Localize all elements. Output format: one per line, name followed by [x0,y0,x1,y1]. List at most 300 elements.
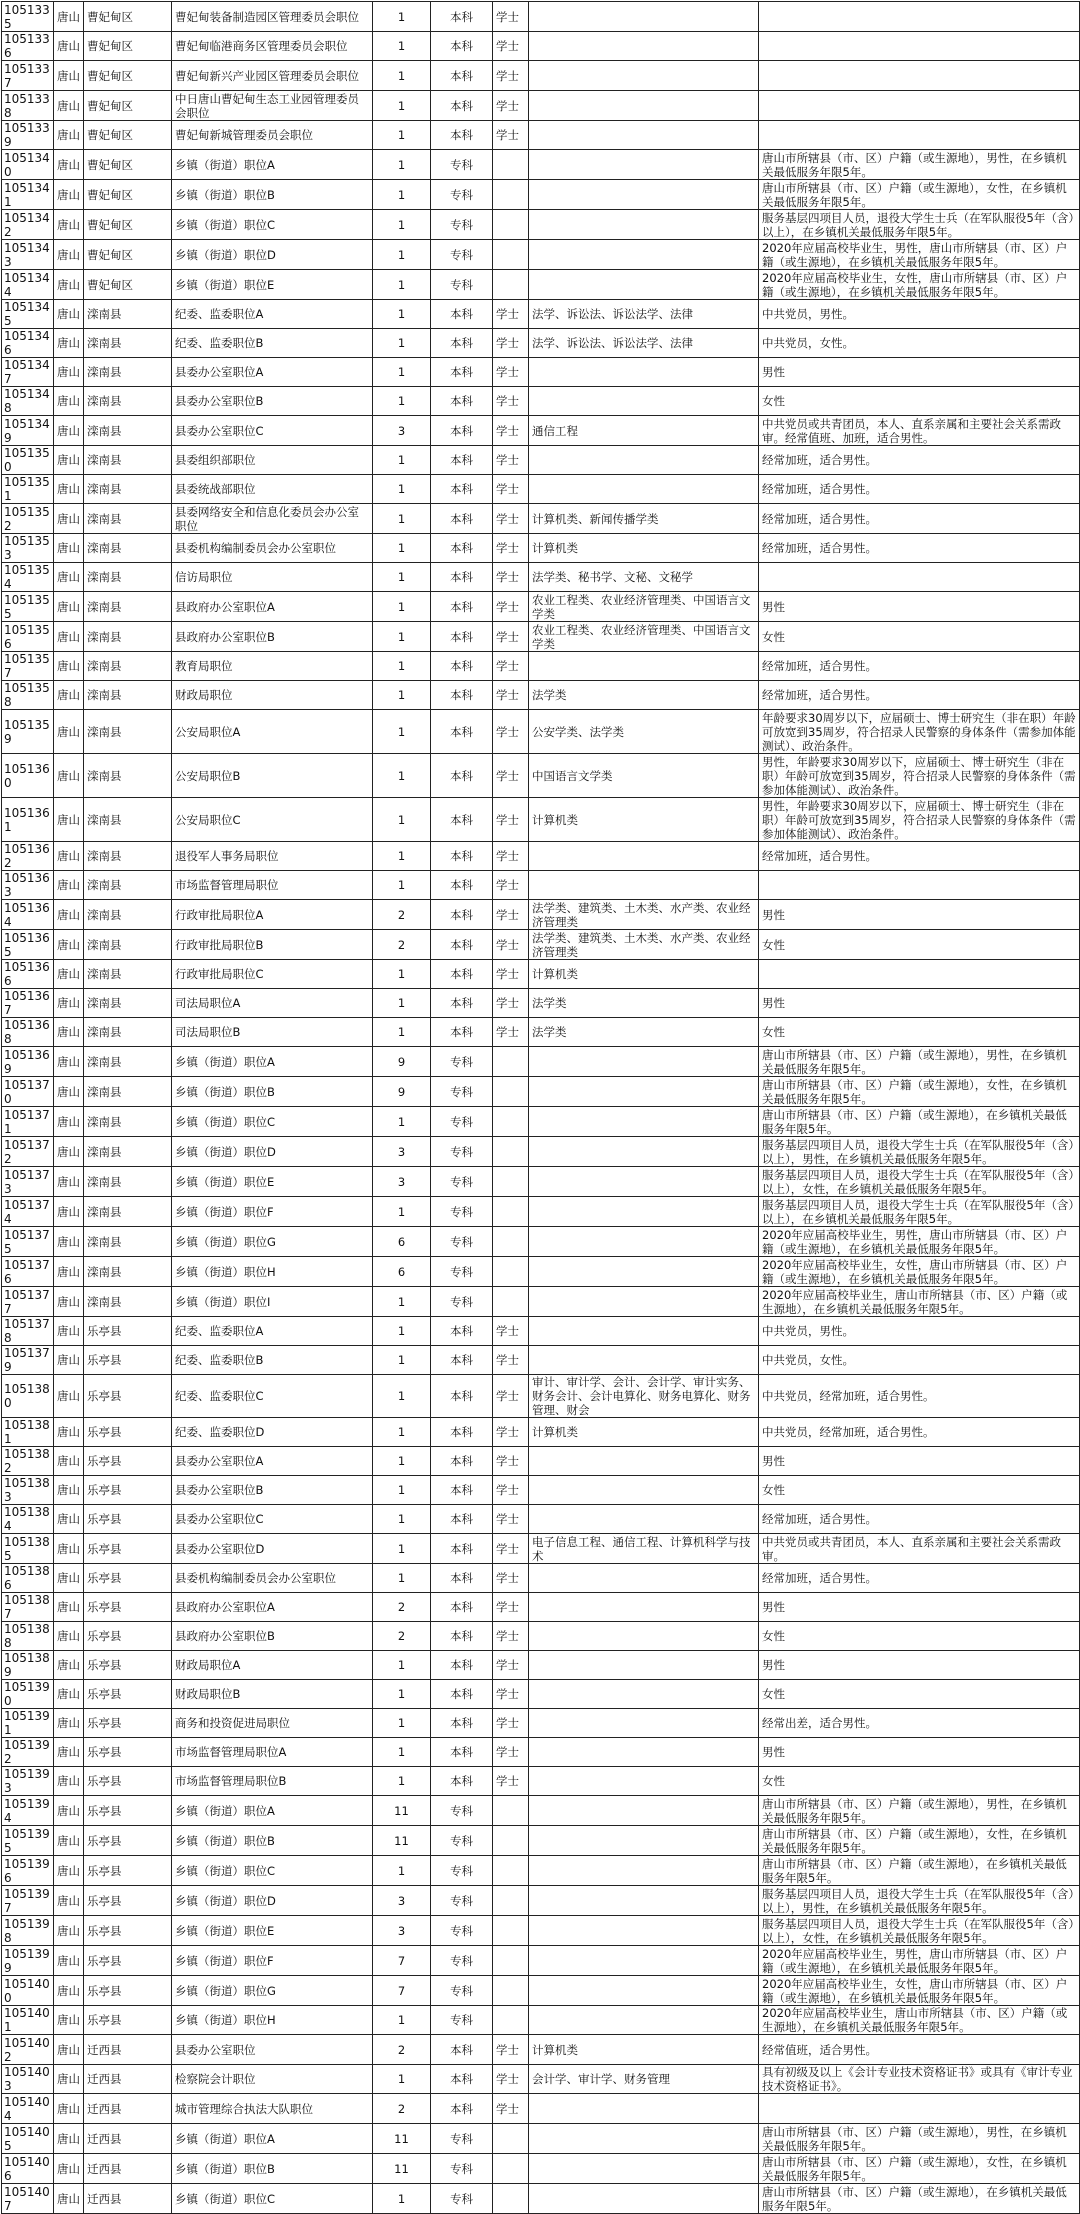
education-cell: 专科 [431,150,493,180]
table-row [2,1476,1080,1505]
table-row [2,2006,1080,2035]
position-name-cell: 乡镇（街道）职位C [172,1107,373,1137]
district-cell: 乐亭县 [84,1651,172,1680]
district-cell: 滦南县 [84,1167,172,1197]
district-cell: 乐亭县 [84,1505,172,1534]
district-cell: 乐亭县 [84,1738,172,1767]
city-cell: 唐山 [54,504,84,534]
position-name-cell: 乡镇（街道）职位B [172,1077,373,1107]
headcount-cell: 2 [373,1593,431,1622]
degree-cell: 学士 [493,1476,529,1505]
education-cell: 本科 [431,1505,493,1534]
other-requirements-cell: 女性 [759,1476,1080,1505]
table-row [2,416,1080,446]
district-cell: 乐亭县 [84,1593,172,1622]
city-cell: 唐山 [54,121,84,150]
education-cell: 本科 [431,1375,493,1418]
education-cell: 本科 [431,1418,493,1447]
education-cell: 专科 [431,1946,493,1976]
headcount-cell: 11 [373,1796,431,1826]
major-cell: 法学类 [529,989,759,1018]
major-cell [529,2,759,32]
other-requirements-cell: 男性 [759,1593,1080,1622]
degree-cell: 学士 [493,358,529,387]
position-name-cell: 县委办公室职位B [172,387,373,416]
table-row [2,989,1080,1018]
major-cell [529,1346,759,1375]
city-cell: 唐山 [54,150,84,180]
education-cell: 本科 [431,1534,493,1564]
other-requirements-cell: 2020年应届高校毕业生，男性，唐山市所辖县（市、区）户籍（或生源地），在乡镇机关最低服务年限5年。 [759,240,1080,270]
headcount-cell: 1 [373,1505,431,1534]
position-code-cell: 1051378 [2,1317,54,1346]
district-cell: 滦南县 [84,871,172,900]
degree-cell [493,1227,529,1257]
district-cell: 乐亭县 [84,1796,172,1826]
other-requirements-cell [759,960,1080,989]
degree-cell [493,2124,529,2154]
position-code-cell: 1051406 [2,2154,54,2184]
position-name-cell: 乡镇（街道）职位F [172,1946,373,1976]
position-name-cell: 纪委、监委职位B [172,329,373,358]
position-code-cell: 1051385 [2,1534,54,1564]
city-cell: 唐山 [54,1651,84,1680]
position-name-cell: 乡镇（街道）职位B [172,180,373,210]
other-requirements-cell: 经常值班，适合男性。 [759,2035,1080,2065]
major-cell [529,1886,759,1916]
position-name-cell: 乡镇（街道）职位E [172,1167,373,1197]
degree-cell: 学士 [493,2065,529,2094]
degree-cell [493,1137,529,1167]
position-code-cell: 1051367 [2,989,54,1018]
table-row [2,681,1080,710]
education-cell: 本科 [431,1346,493,1375]
table-row [2,1916,1080,1946]
position-code-cell: 1051382 [2,1447,54,1476]
headcount-cell: 1 [373,2065,431,2094]
degree-cell: 学士 [493,91,529,121]
position-name-cell: 乡镇（街道）职位H [172,1257,373,1287]
position-name-cell: 行政审批局职位A [172,900,373,930]
major-cell [529,1317,759,1346]
other-requirements-cell [759,61,1080,91]
other-requirements-cell: 经常加班，适合男性。 [759,652,1080,681]
other-requirements-cell [759,2,1080,32]
headcount-cell: 7 [373,1946,431,1976]
table-row [2,1564,1080,1593]
position-code-cell: 1051338 [2,91,54,121]
city-cell: 唐山 [54,1767,84,1796]
position-code-cell: 1051354 [2,563,54,592]
headcount-cell: 1 [373,710,431,754]
education-cell: 专科 [431,1796,493,1826]
table-row [2,2124,1080,2154]
table-row [2,1886,1080,1916]
district-cell: 滦南县 [84,1137,172,1167]
other-requirements-cell: 男性 [759,592,1080,622]
table-row [2,1651,1080,1680]
degree-cell: 学士 [493,1447,529,1476]
education-cell: 本科 [431,652,493,681]
table-row [2,150,1080,180]
major-cell: 公安学类、法学类 [529,710,759,754]
degree-cell [493,1796,529,1826]
position-code-cell: 1051375 [2,1227,54,1257]
position-name-cell: 乡镇（街道）职位A [172,1047,373,1077]
table-row [2,1167,1080,1197]
degree-cell: 学士 [493,1767,529,1796]
district-cell: 滦南县 [84,1257,172,1287]
district-cell: 曹妃甸区 [84,270,172,300]
education-cell: 本科 [431,358,493,387]
other-requirements-cell [759,91,1080,121]
city-cell: 唐山 [54,989,84,1018]
headcount-cell: 1 [373,592,431,622]
other-requirements-cell: 唐山市所辖县（市、区）户籍（或生源地），男性，在乡镇机关最低服务年限5年。 [759,150,1080,180]
degree-cell [493,1047,529,1077]
education-cell: 本科 [431,622,493,652]
other-requirements-cell: 经常加班，适合男性。 [759,1564,1080,1593]
table-row [2,900,1080,930]
other-requirements-cell [759,121,1080,150]
position-name-cell: 纪委、监委职位D [172,1418,373,1447]
other-requirements-cell: 唐山市所辖县（市、区）户籍（或生源地），女性，在乡镇机关最低服务年限5年。 [759,180,1080,210]
other-requirements-cell: 2020年应届高校毕业生，女性，唐山市所辖县（市、区）户籍（或生源地），在乡镇机关最低服务年限5年。 [759,270,1080,300]
district-cell: 滦南县 [84,592,172,622]
other-requirements-cell: 2020年应届高校毕业生，唐山市所辖县（市、区）户籍（或生源地），在乡镇机关最低服务年限5年。 [759,1287,1080,1317]
table-row [2,180,1080,210]
position-code-cell: 1051386 [2,1564,54,1593]
district-cell: 乐亭县 [84,1476,172,1505]
degree-cell [493,1197,529,1227]
city-cell: 唐山 [54,1796,84,1826]
other-requirements-cell: 唐山市所辖县（市、区）户籍（或生源地），在乡镇机关最低服务年限5年。 [759,2184,1080,2214]
position-code-cell: 1051388 [2,1622,54,1651]
headcount-cell: 1 [373,2006,431,2035]
position-code-cell: 1051370 [2,1077,54,1107]
district-cell: 乐亭县 [84,1447,172,1476]
position-code-cell: 1051362 [2,842,54,871]
major-cell: 法学、诉讼法、诉讼法学、法律 [529,300,759,329]
city-cell: 唐山 [54,1346,84,1375]
city-cell: 唐山 [54,270,84,300]
major-cell: 法学类 [529,681,759,710]
position-code-cell: 1051347 [2,358,54,387]
district-cell: 滦南县 [84,930,172,960]
headcount-cell: 3 [373,1167,431,1197]
table-row [2,1946,1080,1976]
other-requirements-cell: 中共党员，经常加班，适合男性。 [759,1418,1080,1447]
other-requirements-cell [759,32,1080,61]
position-name-cell: 乡镇（街道）职位G [172,1976,373,2006]
headcount-cell: 11 [373,2154,431,2184]
city-cell: 唐山 [54,592,84,622]
city-cell: 唐山 [54,1227,84,1257]
city-cell: 唐山 [54,842,84,871]
degree-cell: 学士 [493,1651,529,1680]
position-code-cell: 1051376 [2,1257,54,1287]
position-name-cell: 纪委、监委职位B [172,1346,373,1375]
other-requirements-cell: 男性 [759,1651,1080,1680]
position-code-cell: 1051350 [2,446,54,475]
education-cell: 专科 [431,1047,493,1077]
education-cell: 专科 [431,2184,493,2214]
education-cell: 专科 [431,1107,493,1137]
other-requirements-cell [759,871,1080,900]
table-row [2,1856,1080,1886]
position-name-cell: 纪委、监委职位A [172,300,373,329]
major-cell [529,91,759,121]
degree-cell: 学士 [493,681,529,710]
city-cell: 唐山 [54,180,84,210]
table-row [2,754,1080,798]
headcount-cell: 1 [373,1767,431,1796]
position-name-cell: 行政审批局职位B [172,930,373,960]
other-requirements-cell: 唐山市所辖县（市、区）户籍（或生源地），男性，在乡镇机关最低服务年限5年。 [759,1796,1080,1826]
city-cell: 唐山 [54,2065,84,2094]
education-cell: 本科 [431,61,493,91]
table-row [2,1976,1080,2006]
city-cell: 唐山 [54,1564,84,1593]
position-code-cell: 1051380 [2,1375,54,1418]
degree-cell: 学士 [493,1418,529,1447]
position-name-cell: 乡镇（街道）职位C [172,1856,373,1886]
education-cell: 本科 [431,871,493,900]
position-name-cell: 乡镇（街道）职位B [172,1826,373,1856]
position-code-cell: 1051391 [2,1709,54,1738]
district-cell: 滦南县 [84,358,172,387]
degree-cell [493,1826,529,1856]
education-cell: 本科 [431,32,493,61]
degree-cell: 学士 [493,754,529,798]
city-cell: 唐山 [54,358,84,387]
education-cell: 本科 [431,989,493,1018]
table-row [2,563,1080,592]
table-row [2,1709,1080,1738]
position-code-cell: 1051377 [2,1287,54,1317]
degree-cell: 学士 [493,61,529,91]
degree-cell: 学士 [493,1534,529,1564]
major-cell [529,2184,759,2214]
major-cell [529,1767,759,1796]
degree-cell: 学士 [493,2035,529,2065]
district-cell: 迁西县 [84,2065,172,2094]
major-cell [529,1447,759,1476]
table-row [2,210,1080,240]
district-cell: 滦南县 [84,475,172,504]
headcount-cell: 1 [373,1375,431,1418]
table-row [2,1317,1080,1346]
table-row [2,240,1080,270]
education-cell: 本科 [431,592,493,622]
city-cell: 唐山 [54,300,84,329]
degree-cell: 学士 [493,329,529,358]
position-name-cell: 县委办公室职位C [172,416,373,446]
other-requirements-cell: 中共党员或共青团员，本人、直系亲属和主要社会关系需政审。 [759,1534,1080,1564]
degree-cell: 学士 [493,592,529,622]
table-row [2,270,1080,300]
degree-cell: 学士 [493,1738,529,1767]
district-cell: 乐亭县 [84,1317,172,1346]
education-cell: 本科 [431,1767,493,1796]
city-cell: 唐山 [54,1257,84,1287]
table-row [2,2,1080,32]
city-cell: 唐山 [54,1593,84,1622]
headcount-cell: 1 [373,1856,431,1886]
city-cell: 唐山 [54,710,84,754]
headcount-cell: 1 [373,91,431,121]
headcount-cell: 2 [373,2035,431,2065]
degree-cell: 学士 [493,32,529,61]
other-requirements-cell: 服务基层四项目人员，退役大学生士兵（在军队服役5年（含）以上），在乡镇机关最低服务年限5年。 [759,210,1080,240]
city-cell: 唐山 [54,2006,84,2035]
other-requirements-cell: 中共党员，经常加班，适合男性。 [759,1375,1080,1418]
other-requirements-cell: 男性，年龄要求30周岁以下，应届硕士、博士研究生（非在职）年龄可放宽到35周岁，符合招录人民警察的身体条件（需参加体能测试）、政治条件。 [759,754,1080,798]
headcount-cell: 9 [373,1047,431,1077]
degree-cell [493,1257,529,1287]
city-cell: 唐山 [54,61,84,91]
table-row [2,1593,1080,1622]
education-cell: 本科 [431,1447,493,1476]
district-cell: 滦南县 [84,329,172,358]
position-name-cell: 曹妃甸新兴产业园区管理委员会职位 [172,61,373,91]
district-cell: 迁西县 [84,2094,172,2124]
major-cell [529,1651,759,1680]
city-cell: 唐山 [54,1197,84,1227]
city-cell: 唐山 [54,1167,84,1197]
education-cell: 本科 [431,1680,493,1709]
district-cell: 曹妃甸区 [84,121,172,150]
degree-cell [493,1167,529,1197]
city-cell: 唐山 [54,2124,84,2154]
major-cell [529,1564,759,1593]
degree-cell: 学士 [493,1680,529,1709]
major-cell: 计算机类 [529,960,759,989]
headcount-cell: 2 [373,930,431,960]
other-requirements-cell: 女性 [759,1622,1080,1651]
education-cell: 本科 [431,1317,493,1346]
headcount-cell: 11 [373,1826,431,1856]
education-cell: 本科 [431,1651,493,1680]
position-code-cell: 1051403 [2,2065,54,2094]
table-row [2,1047,1080,1077]
position-code-cell: 1051383 [2,1476,54,1505]
major-cell: 中国语言文学类 [529,754,759,798]
other-requirements-cell: 女性 [759,1018,1080,1047]
position-name-cell: 纪委、监委职位A [172,1317,373,1346]
education-cell: 本科 [431,1738,493,1767]
positions-sheet [0,1,1080,2213]
city-cell: 唐山 [54,900,84,930]
city-cell: 唐山 [54,1375,84,1418]
education-cell: 本科 [431,710,493,754]
education-cell: 本科 [431,475,493,504]
table-row [2,2184,1080,2214]
education-cell: 本科 [431,1476,493,1505]
major-cell: 计算机类 [529,2035,759,2065]
degree-cell: 学士 [493,446,529,475]
education-cell: 本科 [431,2035,493,2065]
position-code-cell: 1051357 [2,652,54,681]
district-cell: 曹妃甸区 [84,61,172,91]
table-row [2,1680,1080,1709]
major-cell [529,1856,759,1886]
district-cell: 乐亭县 [84,1564,172,1593]
position-name-cell: 乡镇（街道）职位A [172,2124,373,2154]
district-cell: 滦南县 [84,1107,172,1137]
major-cell [529,1167,759,1197]
district-cell: 乐亭县 [84,1418,172,1447]
city-cell: 唐山 [54,798,84,842]
education-cell: 专科 [431,1077,493,1107]
major-cell: 法学类 [529,1018,759,1047]
city-cell: 唐山 [54,681,84,710]
education-cell: 专科 [431,1257,493,1287]
headcount-cell: 3 [373,1886,431,1916]
education-cell: 本科 [431,1564,493,1593]
headcount-cell: 3 [373,1916,431,1946]
headcount-cell: 1 [373,989,431,1018]
education-cell: 本科 [431,1018,493,1047]
degree-cell: 学士 [493,121,529,150]
education-cell: 专科 [431,1287,493,1317]
other-requirements-cell: 年龄要求30周岁以下，应届硕士、博士研究生（非在职）年龄可放宽到35周岁，符合招录人民警察的身体条件（需参加体能测试）、政治条件。 [759,710,1080,754]
position-code-cell: 1051397 [2,1886,54,1916]
district-cell: 迁西县 [84,2124,172,2154]
city-cell: 唐山 [54,1505,84,1534]
degree-cell: 学士 [493,2,529,32]
headcount-cell: 1 [373,1738,431,1767]
headcount-cell: 1 [373,1418,431,1447]
table-row [2,798,1080,842]
city-cell: 唐山 [54,1946,84,1976]
city-cell: 唐山 [54,930,84,960]
other-requirements-cell: 中共党员，女性。 [759,329,1080,358]
other-requirements-cell: 2020年应届高校毕业生，男性，唐山市所辖县（市、区）户籍（或生源地），在乡镇机关最低服务年限5年。 [759,1946,1080,1976]
city-cell: 唐山 [54,1107,84,1137]
position-code-cell: 1051369 [2,1047,54,1077]
position-name-cell: 财政局职位B [172,1680,373,1709]
degree-cell [493,270,529,300]
degree-cell [493,1077,529,1107]
education-cell: 本科 [431,121,493,150]
position-name-cell: 县委办公室职位A [172,358,373,387]
other-requirements-cell: 中共党员，男性。 [759,1317,1080,1346]
major-cell [529,1197,759,1227]
table-body [2,2,1080,2214]
table-row [2,622,1080,652]
other-requirements-cell: 男性，年龄要求30周岁以下，应届硕士、博士研究生（非在职）年龄可放宽到35周岁，符合招录人民警察的身体条件（需参加体能测试）、政治条件。 [759,798,1080,842]
position-code-cell: 1051352 [2,504,54,534]
district-cell: 曹妃甸区 [84,240,172,270]
position-code-cell: 1051405 [2,2124,54,2154]
major-cell [529,1680,759,1709]
table-row [2,2094,1080,2124]
city-cell: 唐山 [54,652,84,681]
position-name-cell: 退役军人事务局职位 [172,842,373,871]
other-requirements-cell: 中共党员，女性。 [759,1346,1080,1375]
district-cell: 滦南县 [84,1018,172,1047]
city-cell: 唐山 [54,2154,84,2184]
education-cell: 专科 [431,1227,493,1257]
major-cell [529,240,759,270]
headcount-cell: 1 [373,504,431,534]
major-cell: 会计学、审计学、财务管理 [529,2065,759,2094]
education-cell: 专科 [431,1826,493,1856]
city-cell: 唐山 [54,1916,84,1946]
city-cell: 唐山 [54,871,84,900]
major-cell [529,1946,759,1976]
